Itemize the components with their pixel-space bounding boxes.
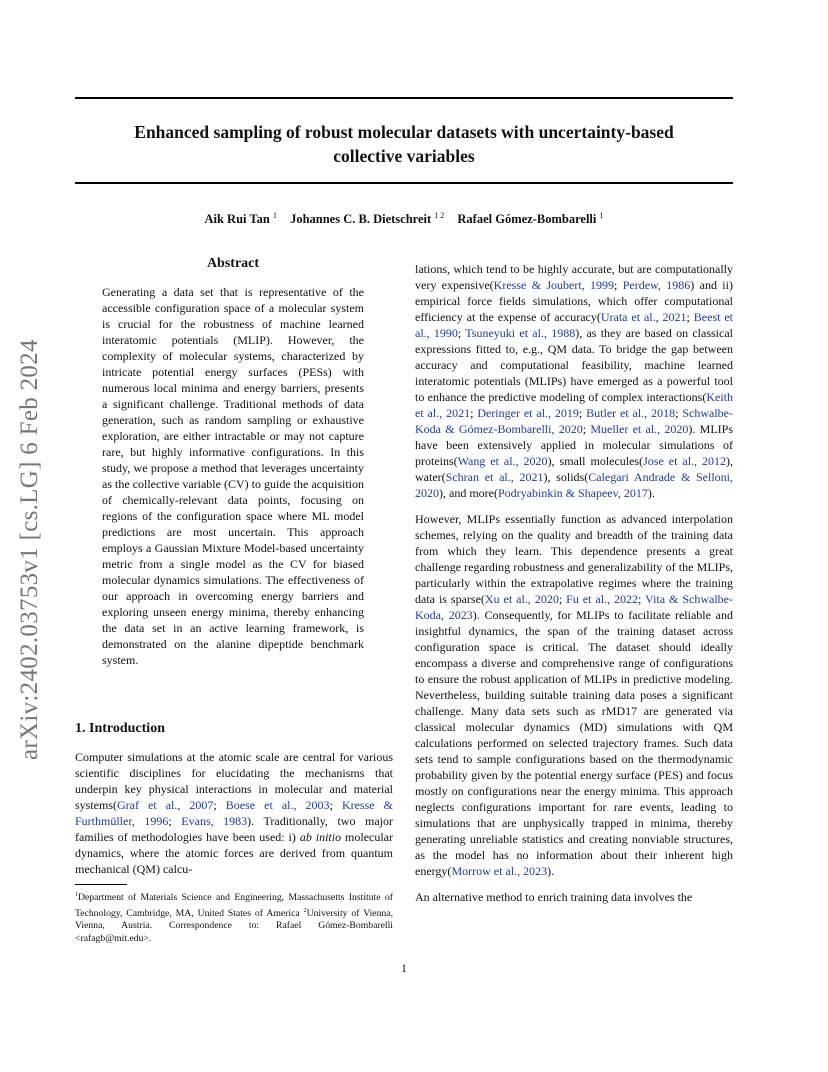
- text-run: ;: [558, 592, 567, 606]
- text-run: ;: [213, 798, 226, 812]
- abstract-heading: Abstract: [206, 256, 260, 271]
- page-number: 1: [401, 961, 407, 975]
- citation-link[interactable]: Mueller et al., 2020: [590, 422, 689, 436]
- text-run: ;: [168, 814, 182, 828]
- author-affiliation: 1 2: [434, 211, 445, 220]
- author-name: Johannes C. B. Dietschreit: [290, 212, 432, 227]
- citation-link[interactable]: Jose et al., 2012: [643, 454, 726, 468]
- citation-link[interactable]: Xu et al., 2020: [484, 592, 559, 606]
- author-name: Rafael Gómez-Bombarelli: [457, 212, 597, 227]
- author-affiliation: 1: [272, 211, 277, 220]
- text-run: ;: [329, 798, 342, 812]
- citation-link[interactable]: Kresse & Furthmüller, 1996: [75, 798, 393, 828]
- text-run: molecular dynamics, where the atomic forces are derived from quantum mechanical (QM) calcu-: [75, 830, 394, 876]
- citation-link[interactable]: Morrow et al., 2023: [451, 864, 548, 878]
- citation-link[interactable]: Deringer et al., 2019: [477, 406, 579, 420]
- author: [290, 212, 444, 226]
- body-paragraph: [415, 889, 733, 905]
- text-run: ).: [647, 486, 655, 500]
- citation-link[interactable]: Wang et al., 2020: [457, 454, 548, 468]
- citation-link[interactable]: Calegari Andrade & Selloni, 2020: [415, 470, 734, 500]
- citation-link[interactable]: Schran et al., 2021: [445, 470, 544, 484]
- text-run: However, MLIPs essentially function as advanced interpolation schemes, relying on the quality and breadth of the training data from which they learn. This dependence presents a great challenge regarding robustness and generalizability of the MLIPs, particularly within the extrapolative regimes where the training data is sparse(: [415, 512, 733, 606]
- author-affiliation: 1: [599, 211, 604, 220]
- top-rule: [75, 97, 733, 99]
- introduction-paragraph: [75, 749, 393, 877]
- text-run: ).: [547, 864, 555, 878]
- citation-link[interactable]: Urata et al., 2021: [600, 310, 687, 324]
- footnote-text: University of Vienna, Vienna, Austria. Correspondence to: Rafael Gómez-Bombarelli <rafagb@mit.edu>.: [75, 907, 394, 944]
- citation-link[interactable]: Tsuneyuki et al., 1988: [465, 326, 576, 340]
- title-line-2: collective variables: [333, 146, 475, 166]
- citation-link[interactable]: Graf et al., 2007: [117, 798, 214, 812]
- citation-link[interactable]: Fu et al., 2022: [566, 592, 639, 606]
- author-name: Aik Rui Tan: [204, 212, 270, 227]
- paper-title: [75, 120, 733, 168]
- citation-link[interactable]: Evans, 1983: [181, 814, 248, 828]
- text-run: An alternative method to enrich training data involves the: [415, 890, 693, 904]
- citation-link[interactable]: Beest et al., 1990: [415, 310, 734, 340]
- author: [457, 212, 603, 226]
- text-run: lations, which tend to be highly accurate, but are computationally very expensive(: [415, 262, 733, 292]
- emphasis-text: ab initio: [299, 830, 342, 844]
- text-run: ), small molecules(: [547, 454, 644, 468]
- text-run: Computer simulations at the atomic scale are central for various scientific disciplines for elucidating the mechanisms that underpin key physical interactions in molecular and material systems(: [75, 750, 393, 812]
- citation-link[interactable]: Boese et al., 2003: [225, 798, 330, 812]
- text-run: ), solids(: [543, 470, 589, 484]
- citation-link[interactable]: Vita & Schwalbe-Koda, 2023: [415, 592, 733, 622]
- text-run: ;: [686, 310, 694, 324]
- text-run: ). MLIPs have been extensively applied in molecular simulations of proteins(: [415, 422, 733, 468]
- author: [204, 212, 276, 226]
- body-paragraph: [415, 261, 733, 501]
- body-paragraph: [415, 511, 733, 879]
- text-run: ;: [470, 406, 478, 420]
- citation-link[interactable]: Kresse & Joubert, 1999: [493, 278, 615, 292]
- text-run: ), as they are based on classical expressions fitted to, e.g., QM data. To bridge the gap between accuracy and computational feasibility, machine learned interatomic potentials (MLIPs) have emerged as a powerful tool to enhance the predictive modeling of complex interactions(: [415, 326, 733, 404]
- arxiv-identifier: arXiv:2402.03753v1 [cs.LG] 6 Feb 2024: [16, 339, 43, 760]
- text-run: ), water(: [415, 454, 733, 484]
- text-run: ), and more(: [439, 486, 498, 500]
- text-run: ) and ii) empirical force fields simulations, which offer computational efficiency at the expense of accuracy(: [415, 278, 733, 324]
- footnote-text: Department of Materials Science and Engineering, Massachusetts Institute of Technology, Cambridge, MA, United States of America: [75, 892, 393, 919]
- text-run: ;: [675, 406, 683, 420]
- footnote-rule: [75, 884, 127, 885]
- title-line-1: Enhanced sampling of robust molecular datasets with uncertainty-based: [134, 122, 674, 142]
- author-list: [75, 211, 733, 227]
- text-run: ). Traditionally, two major families of methodologies have been used: i): [75, 814, 393, 844]
- text-run: ;: [638, 592, 646, 606]
- text-run: ;: [614, 278, 623, 292]
- citation-link[interactable]: Perdew, 1986: [622, 278, 691, 292]
- footnote-marker: 1: [75, 892, 78, 898]
- footnote-marker: 2: [303, 907, 307, 914]
- affiliation-footnote: [75, 889, 393, 945]
- citation-link[interactable]: Butler et al., 2018: [586, 406, 676, 420]
- text-run: ;: [457, 326, 466, 340]
- abstract-text: Generating a data set that is representative of the accessible configuration space of a molecular system is crucial for the robustness of machine learned interatomic potentials (MLIP). However, the complexity of molecular systems, characterized by intricate potential energy surfaces (PESs) with numerous local minima and energy barriers, presents a significant challenge. Traditional methods of data generation, such as random sampling or exhaustive exploration, are either intractable or may not capture rare, but highly informative configurations. In this study, we propose a method that leverages uncertainty as the collective variable (CV) to guide the acquisition of chemically-relevant data points, focusing on regions of the configuration space where ML model predictions are most uncertain. This approach employs a Gaussian Mixture Model-based uncertainty metric from a single model as the CV for biased molecular dynamics simulations. The effectiveness of our approach in overcoming energy barriers and exploring unseen energy minima, thereby enhancing the data set in an active learning framework, is demonstrated on the alanine dipeptide benchmark system.: [102, 285, 364, 667]
- bottom-rule: [75, 182, 733, 184]
- text-run: ). Consequently, for MLIPs to facilitate reliable and insightful dynamics, the span of the training dataset across configuration space is critical. The dataset should ideally encompass a diverse and comprehensive range of configurations to ensure the robust application of MLIPs in predictive modeling. Nevertheless, building suitable training data poses a significant challenge. Many data sets such as rMD17 are generated via classical molecular dynamics (MD) simulations with QM calculations performed on selected trajectory frames. Such data sets tend to sample configurations based on the thermodynamic probability given by the potential energy surface (PES) and focus mostly on configurations near the energy minima. This approach neglects configurations important for rare events, leading to simulations that are unphysically trapped in minima, thereby generating unreliable statistics and creating nonviable structures, as the model has no information about their inherent high energy(: [415, 608, 733, 878]
- right-column: [415, 261, 733, 915]
- citation-link[interactable]: Podryabinkin & Shapeev, 2017: [497, 486, 648, 500]
- section-heading-introduction: 1. Introduction: [75, 721, 165, 736]
- text-run: ;: [578, 406, 587, 420]
- citation-link[interactable]: Schwalbe-Koda & Gómez-Bombarelli, 2020: [415, 406, 733, 436]
- text-run: ;: [582, 422, 591, 436]
- citation-link[interactable]: Keith et al., 2021: [415, 390, 733, 420]
